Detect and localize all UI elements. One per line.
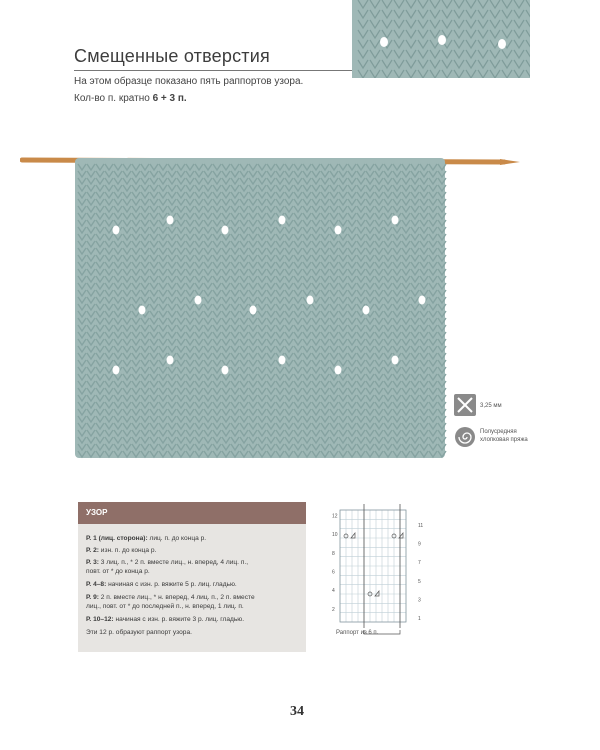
eyelet-hole [363,306,370,315]
eyelet-hole [380,37,388,47]
eyelet-hole [195,296,202,305]
pattern-row-text [86,593,300,602]
chart-row-label-right: 9 [418,541,421,548]
row-instruction: начиная с изн. р. вяжите 3 р. лиц. гладью. [113,616,245,623]
row-number: Р. 10–12: [86,616,114,623]
multiple-label: Кол-во п. кратно [74,93,153,104]
row-number: Р. 2: [86,547,99,554]
knitted-swatch-photo [20,120,520,475]
row-instruction: лиц. п. до конца р. [147,535,207,542]
k2tog-symbol [375,591,379,596]
k2tog-symbol [351,533,355,538]
row-instruction: 2 п. вместе лиц., * н. вперед, 4 лиц. п., 2 п. вместе [98,594,255,601]
needle-tip [500,159,520,165]
eyelet-hole [222,366,229,375]
row-number: Р. 9: [86,594,99,601]
swatch-detail-texture [352,0,530,78]
eyelet-hole [279,216,286,225]
pattern-row-text [86,534,300,543]
eyelet-hole [498,39,506,49]
page-number: 34 [290,704,304,719]
chart-row-label-left: 4 [332,588,335,595]
row-instruction: Эти 12 р. образуют раппорт узора. [86,629,192,636]
eyelet-hole [167,356,174,365]
chart-row-label-left: 2 [332,606,335,613]
eyelet-hole [419,296,426,305]
eyelet-hole [167,216,174,225]
chart-row-label-right: 7 [418,560,421,567]
row-instruction: 3 лиц. п., * 2 п. вместе лиц., н. вперед, 4 лиц. п., [98,559,249,566]
needles-icon [454,394,476,416]
eyelet-hole [222,226,229,235]
eyelet-hole [279,356,286,365]
row-instruction: лиц., повт. от * до последней п., н. вперед, 1 лиц. п. [86,603,244,610]
row-number: Р. 1 (лиц. сторона): [86,535,148,542]
chart-row-label-right: 3 [418,597,421,604]
eyelet-hole [250,306,257,315]
multiple-value: 6 + 3 п. [152,93,187,104]
row-instruction: начиная с изн. р. вяжите 5 р. лиц. гладью. [106,581,237,588]
pattern-instructions-box [78,502,306,652]
pattern-row-text [86,558,300,567]
chart-row-label-left: 6 [332,569,335,576]
pattern-row-text [86,546,300,555]
eyelet-hole [307,296,314,305]
pattern-row-text [86,567,300,576]
description-line-2 [74,93,187,104]
row-number: Р. 3: [86,559,99,566]
pattern-row-text [86,580,300,589]
yarn-type-line-2: хлопковая пряжа [480,437,528,443]
eyelet-hole [113,226,120,235]
swatch-detail-image [352,0,530,78]
row-instruction: изн. п. до конца р. [98,547,157,554]
chart-row-label-right: 1 [418,616,421,623]
eyelet-hole [438,35,446,45]
row-number: Р. 4–8: [86,581,107,588]
eyelet-hole [335,366,342,375]
eyelet-hole [335,226,342,235]
row-instruction: повт. от * до конца р. [86,568,150,575]
eyelet-hole [139,306,146,315]
chart-row-label-left: 8 [332,550,335,557]
pattern-row-text [86,615,300,624]
eyelet-hole [392,216,399,225]
pattern-row-text [86,602,300,611]
chart-caption: Раппорт из 6 п. [336,630,379,636]
pattern-row-text [86,628,300,637]
yarn-type-label [480,428,528,444]
pattern-header: УЗОР [78,502,306,524]
title-divider [74,70,352,71]
chart-row-label-left: 12 [332,513,338,520]
page-title: Смещенные отверстия [74,46,270,66]
eyelet-hole [113,366,120,375]
yarn-type-line-1: Полусредняя [480,429,517,435]
chart-row-label-right: 11 [418,522,424,529]
needle-size-label: 3,25 мм [480,403,502,409]
description-line-1: На этом образце показано пять раппортов узора. [74,76,304,87]
yarn-icon [454,426,476,448]
chart-row-label-left: 10 [332,532,338,539]
eyelet-hole [392,356,399,365]
chart-row-label-right: 5 [418,578,421,585]
knitting-chart [318,500,438,640]
